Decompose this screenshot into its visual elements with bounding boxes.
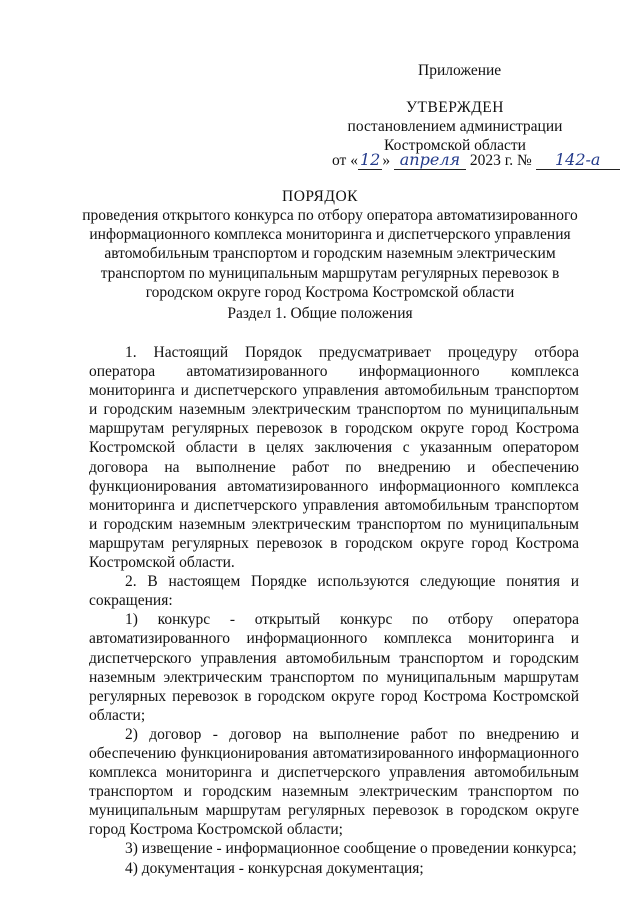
decree-date-line [332,150,620,170]
approval-block [330,98,580,155]
paragraph: 2. В настоящем Порядке используются следующие понятия и сокращения: [89,573,579,610]
date-year: 2023 г. № [469,152,532,169]
paragraph: 3) извещение - информационное сообщение о проведении конкурса; [125,840,577,858]
paragraph: 2) договор - договор на выполнение работ по внедрению и обеспечению функционирования автоматизированного информационного комплекса мониторинга и диспетчерского управления автомобильным транспортом и городским наземным электрическим транспортом по муниципальным маршрутам регулярных перевозок в городском округе город Кострома Костромской области; [89,725,579,839]
paragraph: 1. Настоящий Порядок предусматривает процедуру отбора оператора автоматизированного информационного комплекса мониторинга и диспетчерского управления автомобильным транспортом и городским наземным электрическим транспортом по муниципальным маршрутам регулярных перевозок в городском округе город Кострома Костромской области в целях заключения с указанным оператором договора на выполнение работ по внедрению и обеспечению функционирования автоматизированного информационного комплекса мониторинга и диспетчерского управления автомобильным транспортом и городским наземным электрическим транспортом по муниципальным маршрутам регулярных перевозок в городском округе город Кострома Костромской области. [89,344,579,572]
document-title: ПОРЯДОК [282,188,358,205]
approval-line-2: Костромской области [384,137,526,154]
paragraph: 4) документация - конкурсная документация; [125,859,424,877]
date-mid: » [382,152,391,169]
section-heading: Раздел 1. Общие положения [227,305,413,322]
handwritten-day: 12 [359,150,381,169]
document-body [89,343,579,878]
handwritten-decree-number: 142-а [536,150,620,170]
paragraph: 1) конкурс - открытый конкурс по отбору оператора автоматизированного информационного комплекса мониторинга и диспетчерского управления автомобильным транспортом и городским наземным электрическим транспортом по муниципальным маршрутам регулярных перевозок в городском округе город Кострома Костромской области; [89,611,579,724]
document-subtitle: проведения открытого конкурса по отбору оператора автоматизированного информационного комплекса мониторинга и диспетчерского управления автомобильным транспортом и городским наземным электрическим транспортом по муниципальным маршрутам регулярных перевозок в городском округе город Кострома Костромской области [82,207,578,301]
appendix-label: Приложение [418,62,502,79]
approval-title: УТВЕРЖДЕН [406,99,504,116]
handwritten-month: апреля [394,150,466,170]
approval-line-1: постановлением администрации [347,118,563,135]
date-prefix: от « [332,152,358,169]
